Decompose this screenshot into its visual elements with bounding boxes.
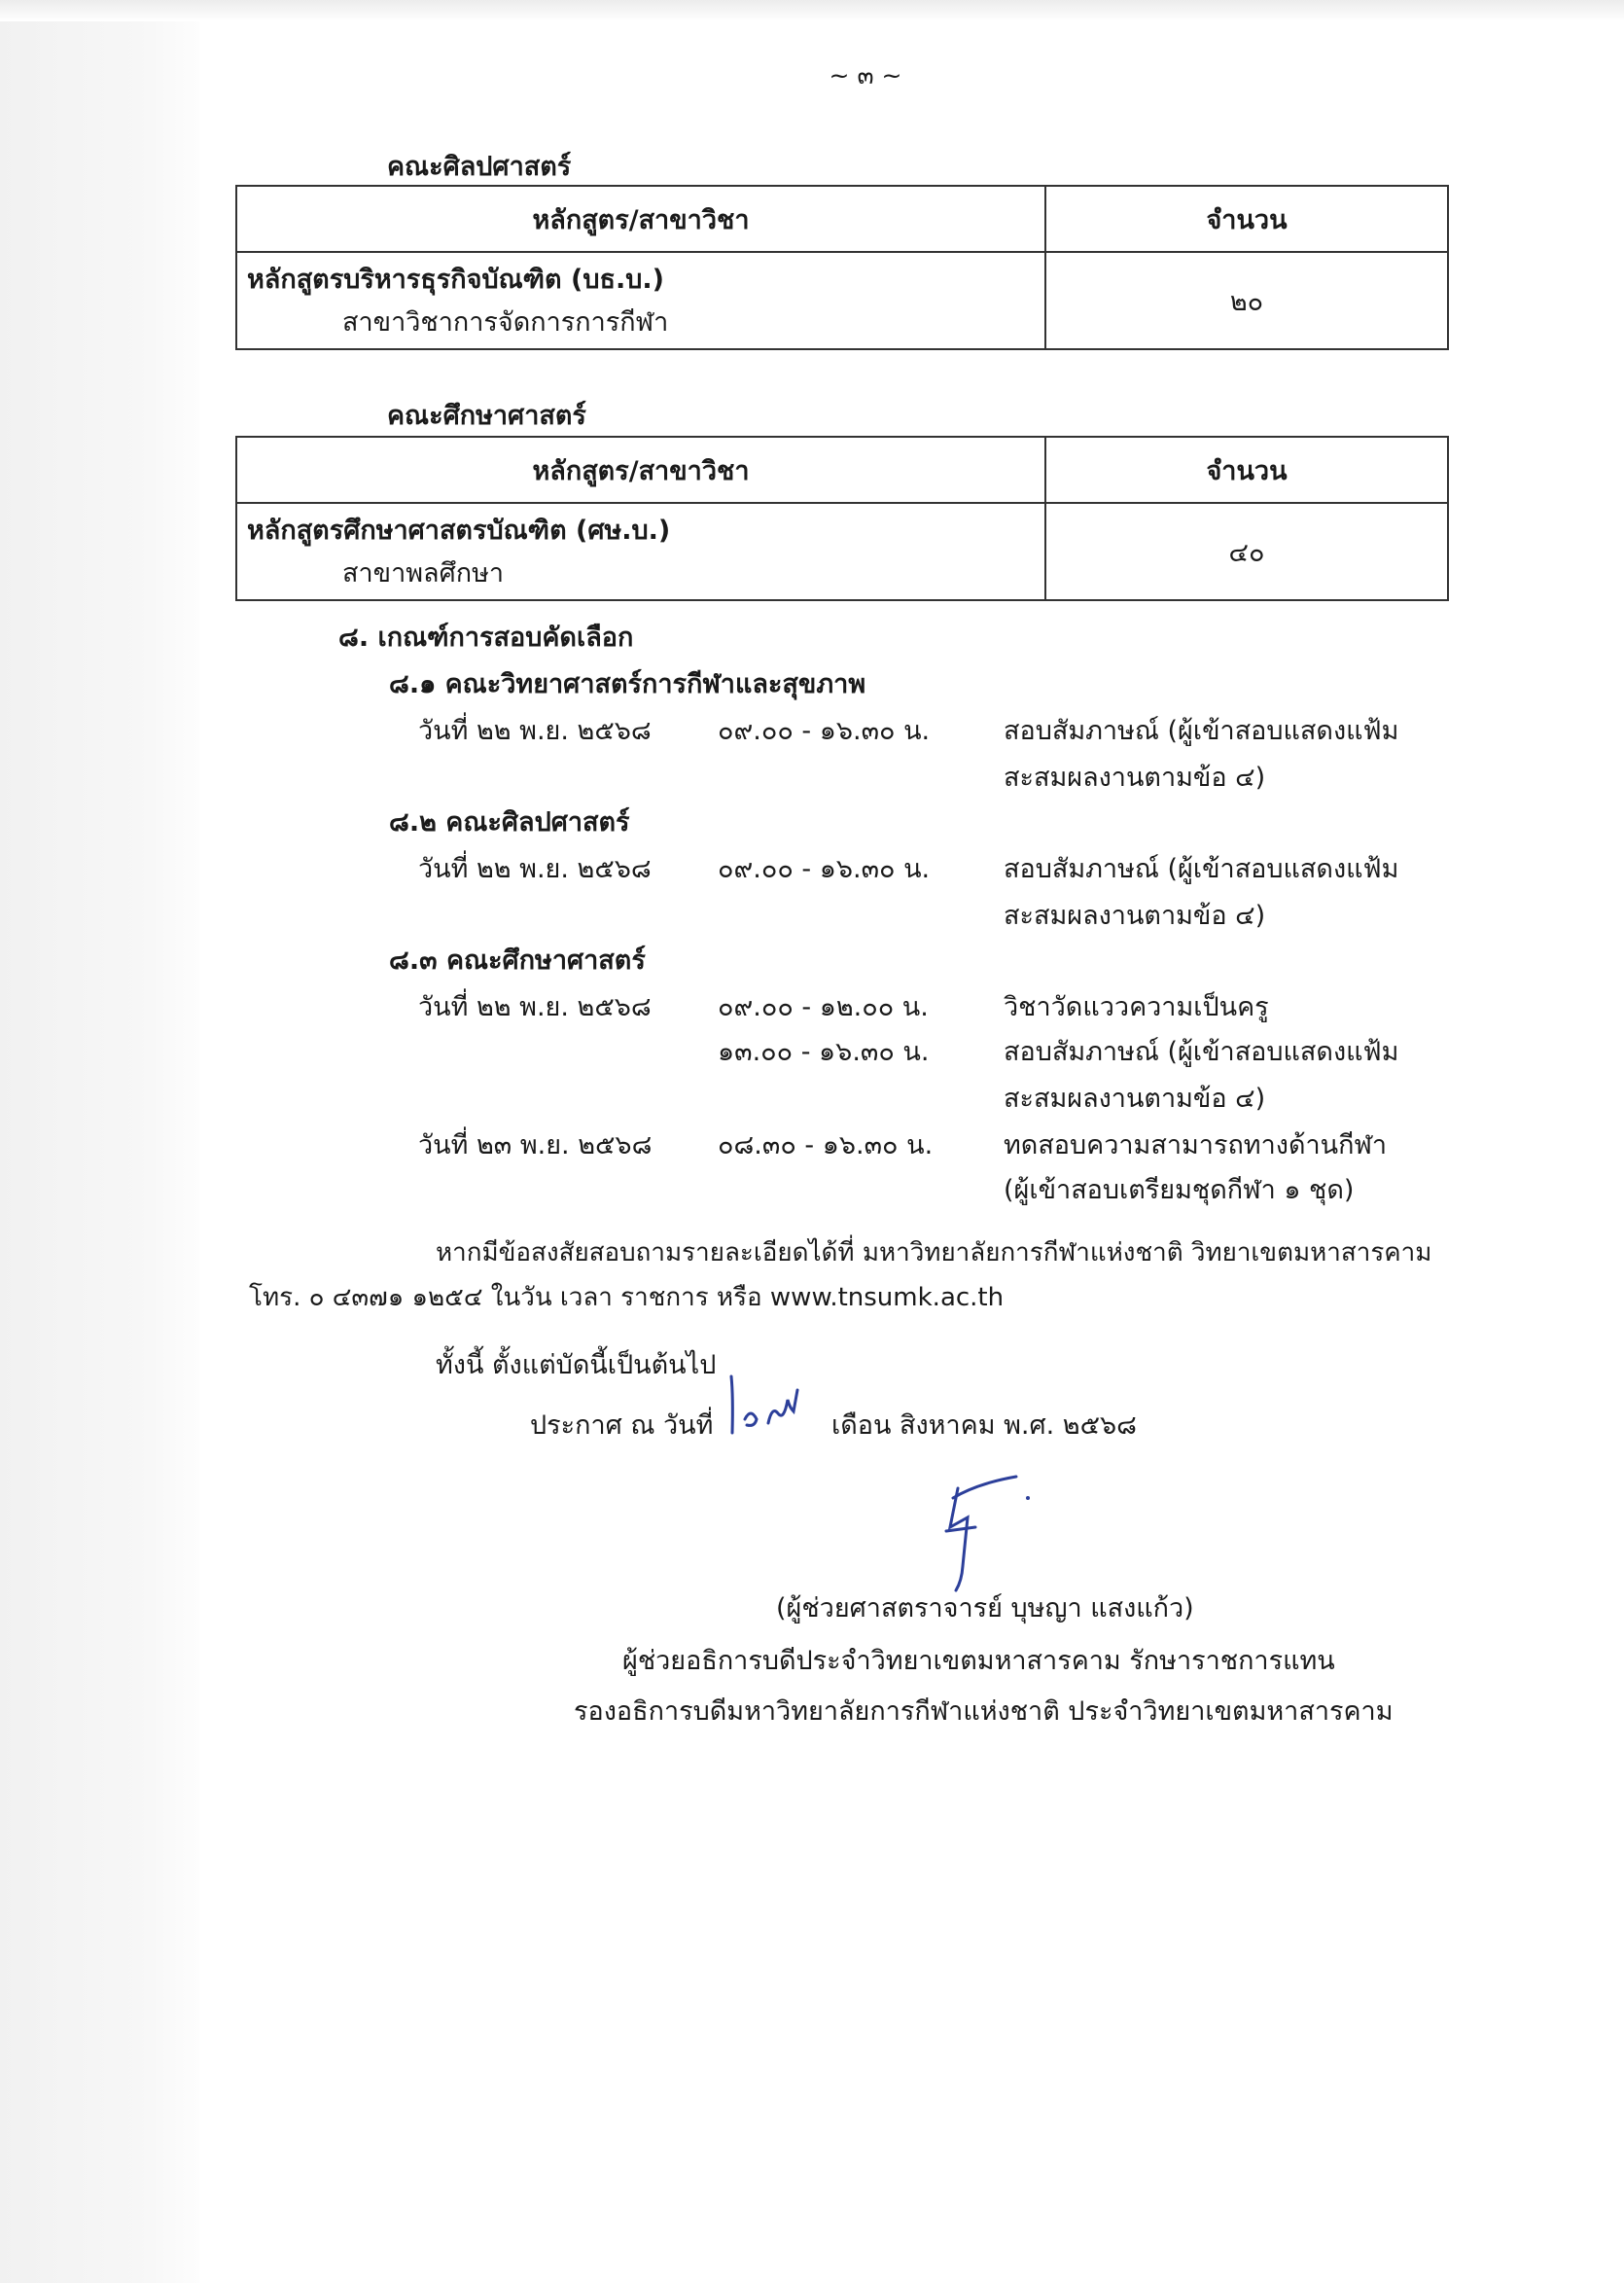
- major-name: สาขาพลศึกษา: [342, 558, 505, 589]
- scan-edge-shadow: [0, 0, 199, 2283]
- signature: [919, 1459, 1036, 1605]
- exam-detail: (ผู้เข้าสอบเตรียมชุดกีฬา ๑ ชุด): [1004, 1175, 1355, 1205]
- exam-detail: สะสมผลงานตามข้อ ๔): [1004, 1084, 1266, 1114]
- announcement-date-suffix: เดือน สิงหาคม พ.ศ. ๒๕๖๘: [831, 1410, 1137, 1441]
- exam-detail: ทดสอบความสามารถทางด้านกีฬา: [1004, 1130, 1388, 1160]
- criteria-heading: ๘. เกณฑ์การสอบคัดเลือก: [338, 623, 634, 653]
- exam-detail: วิชาวัดแววความเป็นครู: [1004, 992, 1269, 1022]
- header-program: หลักสูตร/สาขาวิชา: [236, 186, 1045, 252]
- header-program: หลักสูตร/สาขาวิชา: [236, 437, 1045, 503]
- header-count: จำนวน: [1045, 186, 1448, 252]
- exam-date: วันที่ ๒๒ พ.ย. ๒๕๖๘: [418, 716, 652, 746]
- exam-detail: สอบสัมภาษณ์ (ผู้เข้าสอบแสดงแฟ้ม: [1004, 716, 1399, 746]
- criteria-section-title: ๘.๑ คณะวิทยาศาสตร์การกีฬาและสุขภาพ: [389, 669, 866, 699]
- program-cell: [236, 252, 1045, 349]
- major-name: สาขาวิชาการจัดการการกีฬา: [342, 307, 669, 338]
- exam-detail: สะสมผลงานตามข้อ ๔): [1004, 763, 1266, 793]
- header-count: จำนวน: [1045, 437, 1448, 503]
- contact-line: หากมีข้อสงสัยสอบถามรายละเอียดได้ที่ มหาวิทยาลัยการกีฬาแห่งชาติ วิทยาเขตมหาสารคาม: [436, 1238, 1432, 1267]
- criteria-section-title: ๘.๓ คณะศึกษาศาสตร์: [389, 945, 646, 976]
- program-name: หลักสูตรบริหารธุรกิจบัณฑิต (บธ.บ.): [247, 265, 664, 295]
- program-name: หลักสูตรศึกษาศาสตรบัณฑิต (ศษ.บ.): [247, 516, 671, 546]
- exam-detail: สอบสัมภาษณ์ (ผู้เข้าสอบแสดงแฟ้ม: [1004, 854, 1399, 884]
- program-cell: [236, 503, 1045, 600]
- exam-time: ๑๓.๐๐ - ๑๖.๓๐ น.: [718, 1037, 930, 1067]
- faculty-education-table: [235, 436, 1449, 601]
- table-row: [236, 252, 1448, 349]
- faculty-education-title: คณะศึกษาศาสตร์: [387, 401, 586, 431]
- page-number: ~ ๓ ~: [829, 61, 902, 89]
- faculty-arts-title: คณะศิลปศาสตร์: [387, 152, 572, 182]
- criteria-section-title: ๘.๒ คณะศิลปศาสตร์: [389, 807, 630, 838]
- exam-date: วันที่ ๒๒ พ.ย. ๒๕๖๘: [418, 854, 652, 884]
- exam-time: ๐๙.๐๐ - ๑๖.๓๐ น.: [718, 854, 931, 884]
- exam-time: ๐๙.๐๐ - ๑๒.๐๐ น.: [718, 992, 929, 1022]
- signatory-name: (ผู้ช่วยศาสตราจารย์ บุษญา แสงแก้ว): [776, 1593, 1194, 1623]
- faculty-arts-table: [235, 185, 1449, 350]
- exam-time: ๐๘.๓๐ - ๑๖.๓๐ น.: [718, 1130, 934, 1160]
- program-count: ๒๐: [1045, 252, 1448, 349]
- exam-time: ๐๙.๐๐ - ๑๖.๓๐ น.: [718, 716, 931, 746]
- effective-statement: ทั้งนี้ ตั้งแต่บัดนี้เป็นต้นไป: [436, 1350, 717, 1380]
- exam-detail: สะสมผลงานตามข้อ ๔): [1004, 901, 1266, 931]
- table-header-row: [236, 437, 1448, 503]
- program-count: ๔๐: [1045, 503, 1448, 600]
- contact-line: โทร. ๐ ๔๓๗๑ ๑๒๕๔ ในวัน เวลา ราชการ หรือ www.tnsumk.ac.th: [249, 1283, 1005, 1312]
- signatory-position: ผู้ช่วยอธิการบดีประจำวิทยาเขตมหาสารคาม รักษาราชการแทน: [622, 1646, 1335, 1676]
- exam-detail: สอบสัมภาษณ์ (ผู้เข้าสอบแสดงแฟ้ม: [1004, 1037, 1399, 1067]
- exam-date: วันที่ ๒๒ พ.ย. ๒๕๖๘: [418, 992, 652, 1022]
- table-row: [236, 503, 1448, 600]
- exam-date: วันที่ ๒๓ พ.ย. ๒๕๖๘: [418, 1130, 653, 1160]
- scan-top-shadow: [0, 0, 1624, 21]
- announcement-date-prefix: ประกาศ ณ วันที่: [530, 1410, 714, 1441]
- table-header-row: [236, 186, 1448, 252]
- signatory-position: รองอธิการบดีมหาวิทยาลัยการกีฬาแห่งชาติ ประจำวิทยาเขตมหาสารคาม: [574, 1696, 1394, 1727]
